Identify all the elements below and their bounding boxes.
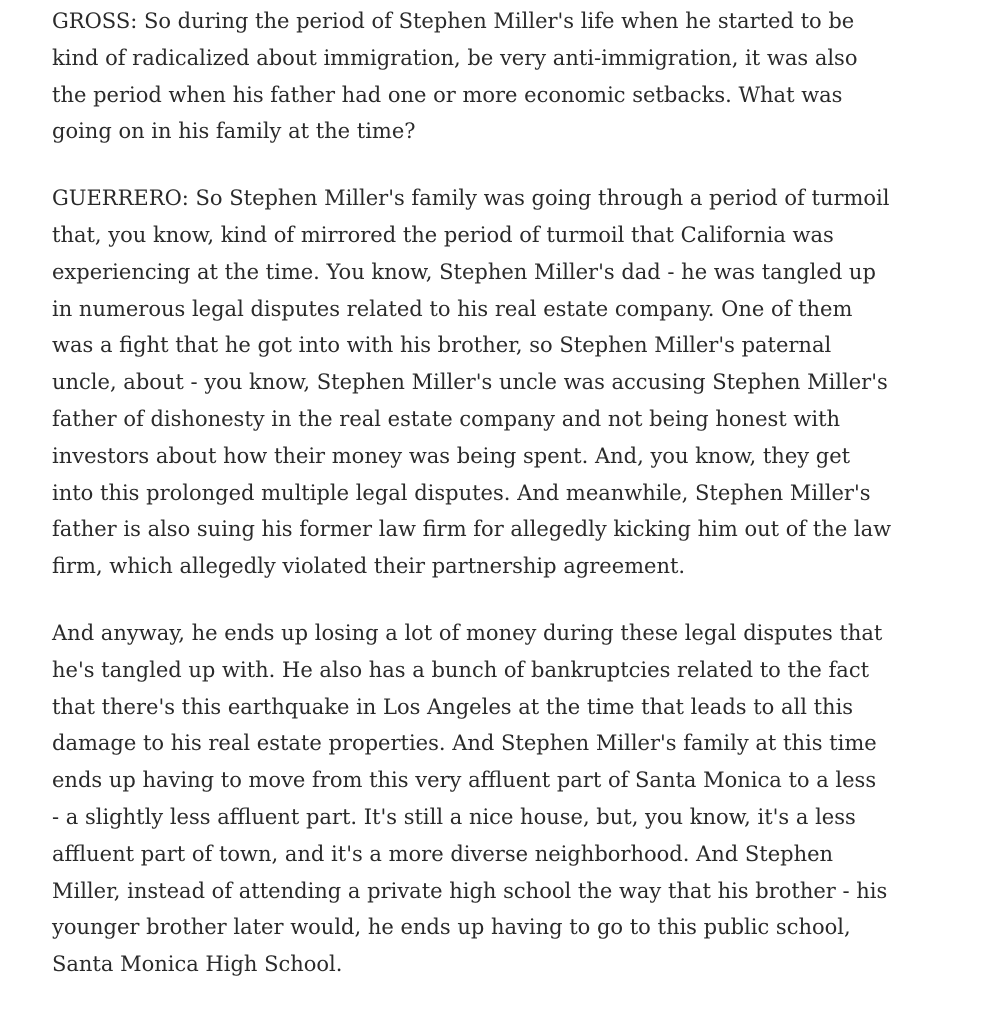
paragraph-line: investors about how their money was being spent. And, you know, they get xyxy=(52,443,851,468)
paragraph-line: he's tangled up with. He also has a bunch of bankruptcies related to the fact xyxy=(52,657,870,682)
paragraph-line: GROSS: So during the period of Stephen Miller's life when he started to be xyxy=(52,9,855,33)
paragraph-line: father is also suing his former law firm for allegedly kicking him out of the law xyxy=(52,517,892,542)
paragraph-line: younger brother later would, he ends up having to go to this public school, xyxy=(52,915,851,940)
paragraph-line: ends up having to move from this very affluent part of Santa Monica to a less xyxy=(52,768,877,793)
paragraph-line: affluent part of town, and it's a more diverse neighborhood. And Stephen xyxy=(52,841,834,866)
transcript-body xyxy=(52,3,952,1013)
paragraph-line: going on in his family at the time? xyxy=(52,119,416,144)
paragraph-line: - a slightly less affluent part. It's still a nice house, but, you know, it's a less xyxy=(52,804,856,829)
paragraph-line: uncle, about - you know, Stephen Miller's uncle was accusing Stephen Miller's xyxy=(52,370,888,395)
transcript-paragraph-guerrero-answer xyxy=(52,180,952,585)
paragraph-line: into this prolonged multiple legal disputes. And meanwhile, Stephen Miller's xyxy=(52,480,871,505)
transcript-paragraph-gross-question xyxy=(52,3,952,150)
paragraph-line: experiencing at the time. You know, Stephen Miller's dad - he was tangled up xyxy=(52,259,876,284)
paragraph-line: Santa Monica High School. xyxy=(52,952,343,977)
paragraph-line: the period when his father had one or more economic setbacks. What was xyxy=(52,82,843,107)
paragraph-line: father of dishonesty in the real estate company and not being honest with xyxy=(52,406,841,431)
paragraph-line: GUERRERO: So Stephen Miller's family was going through a period of turmoil xyxy=(52,186,890,211)
paragraph-line: kind of radicalized about immigration, be very anti-immigration, it was also xyxy=(52,45,858,70)
paragraph-line: firm, which allegedly violated their partnership agreement. xyxy=(52,554,686,579)
paragraph-line: that, you know, kind of mirrored the period of turmoil that California was xyxy=(52,222,834,247)
paragraph-line: in numerous legal disputes related to his real estate company. One of them xyxy=(52,296,853,321)
transcript-paragraph-guerrero-continued xyxy=(52,615,952,983)
paragraph-line: And anyway, he ends up losing a lot of money during these legal disputes that xyxy=(52,620,883,645)
paragraph-line: that there's this earthquake in Los Angeles at the time that leads to all this xyxy=(52,694,854,719)
paragraph-line: Miller, instead of attending a private high school the way that his brother - his xyxy=(52,878,888,903)
paragraph-line: was a fight that he got into with his brother, so Stephen Miller's paternal xyxy=(52,333,832,358)
paragraph-line: damage to his real estate properties. And Stephen Miller's family at this time xyxy=(52,731,877,756)
